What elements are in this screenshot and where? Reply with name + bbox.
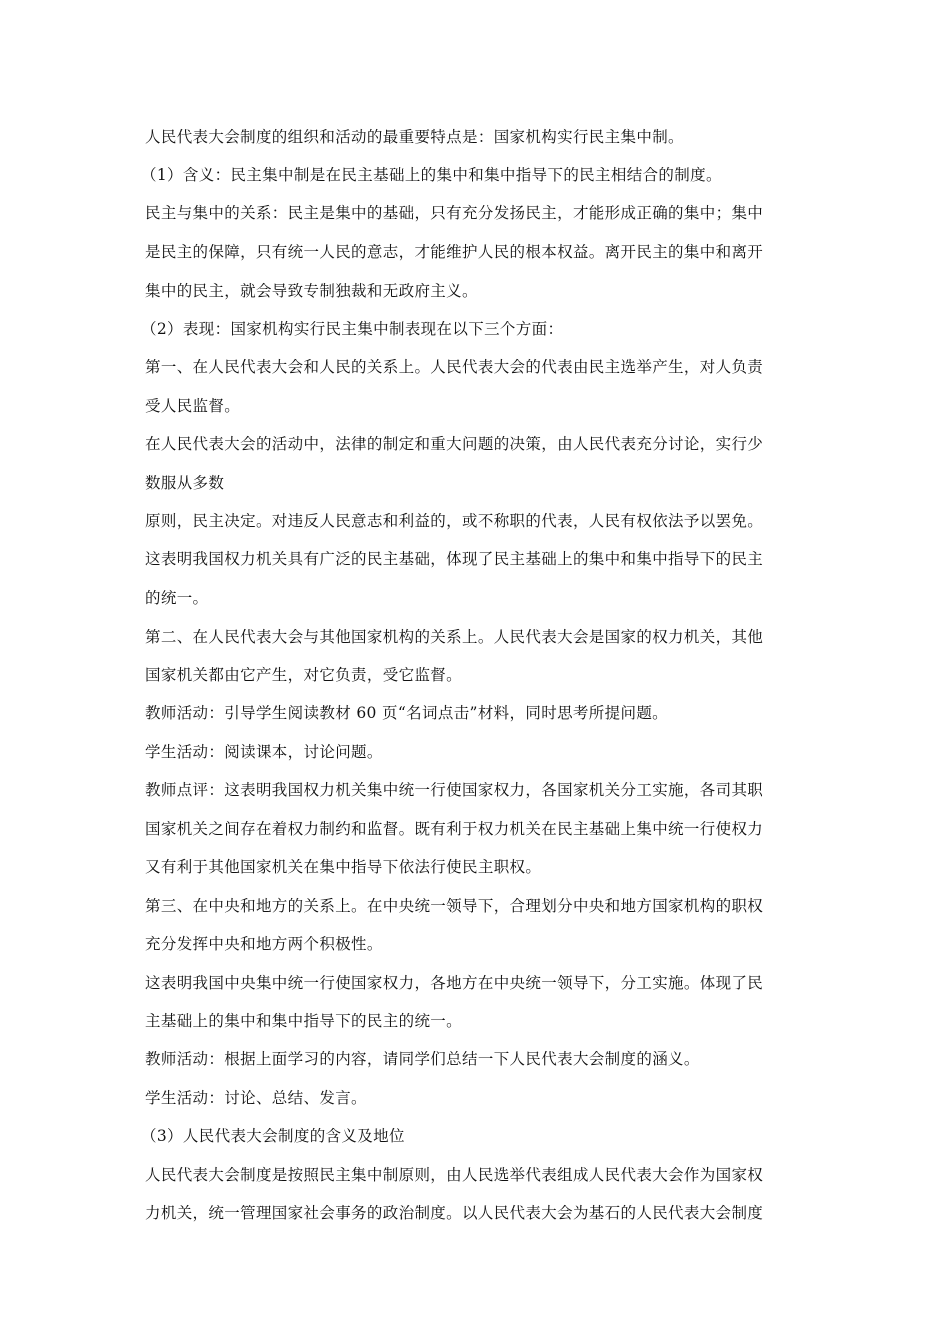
text-line: 这表明我国中央集中统一行使国家权力，各地方在中央统一领导下，分工实施。体现了民 <box>145 974 764 992</box>
text-line: 在人民代表大会的活动中，法律的制定和重大问题的决策，由人民代表充分讨论，实行少 <box>145 435 764 453</box>
text-line: 第二、在人民代表大会与其他国家机构的关系上。人民代表大会是国家的权力机关，其他 <box>145 628 764 646</box>
text-line: 民主与集中的关系：民主是集中的基础，只有充分发扬民主，才能形成正确的集中；集中 <box>145 204 764 222</box>
text-line: 力机关，统一管理国家社会事务的政治制度。以人民代表大会为基石的人民代表大会制度 <box>145 1204 764 1222</box>
text-line: 受人民监督。 <box>145 397 241 415</box>
text-line: 人民代表大会制度的组织和活动的最重要特点是：国家机构实行民主集中制。 <box>145 128 684 146</box>
text-line: 原则，民主决定。对违反人民意志和利益的，或不称职的代表，人民有权依法予以罢免。 <box>145 512 764 530</box>
text-line: 人民代表大会制度是按照民主集中制原则，由人民选举代表组成人民代表大会作为国家权 <box>145 1166 764 1184</box>
text-line: 充分发挥中央和地方两个积极性。 <box>145 935 383 953</box>
text-line: 学生活动：讨论、总结、发言。 <box>145 1089 367 1107</box>
text-line: 这表明我国权力机关具有广泛的民主基础，体现了民主基础上的集中和集中指导下的民主 <box>145 550 764 568</box>
text-line: 教师活动：根据上面学习的内容，请同学们总结一下人民代表大会制度的涵义。 <box>145 1050 700 1068</box>
text-line: 国家机关都由它产生，对它负责，受它监督。 <box>145 666 463 684</box>
text-line: 又有利于其他国家机关在集中指导下依法行使民主职权。 <box>145 858 542 876</box>
text-line: 教师活动：引导学生阅读教材 60 页“名词点击”材料，同时思考所提问题。 <box>145 704 669 722</box>
text-line: 第一、在人民代表大会和人民的关系上。人民代表大会的代表由民主选举产生，对人负责 <box>145 358 764 376</box>
text-line: 学生活动：阅读课本，讨论问题。 <box>145 743 383 761</box>
text-line: 集中的民主，就会导致专制独裁和无政府主义。 <box>145 282 478 300</box>
text-line: 数服从多数 <box>145 474 225 492</box>
text-line: （3）人民代表大会制度的含义及地位 <box>141 1127 405 1145</box>
text-line: 主基础上的集中和集中指导下的民主的统一。 <box>145 1012 463 1030</box>
text-line: 的统一。 <box>145 589 209 607</box>
text-line: （1）含义：民主集中制是在民主基础上的集中和集中指导下的民主相结合的制度。 <box>141 166 722 184</box>
text-line: 是民主的保障，只有统一人民的意志，才能维护人民的根本权益。离开民主的集中和离开 <box>145 243 764 261</box>
text-line: 国家机关之间存在着权力制约和监督。既有利于权力机关在民主基础上集中统一行使权力 <box>145 820 764 838</box>
text-line: 教师点评：这表明我国权力机关集中统一行使国家权力，各国家机关分工实施，各司其职 <box>145 781 764 799</box>
text-line: 第三、在中央和地方的关系上。在中央统一领导下，合理划分中央和地方国家机构的职权 <box>145 897 764 915</box>
text-line: （2）表现：国家机构实行民主集中制表现在以下三个方面： <box>141 320 564 338</box>
